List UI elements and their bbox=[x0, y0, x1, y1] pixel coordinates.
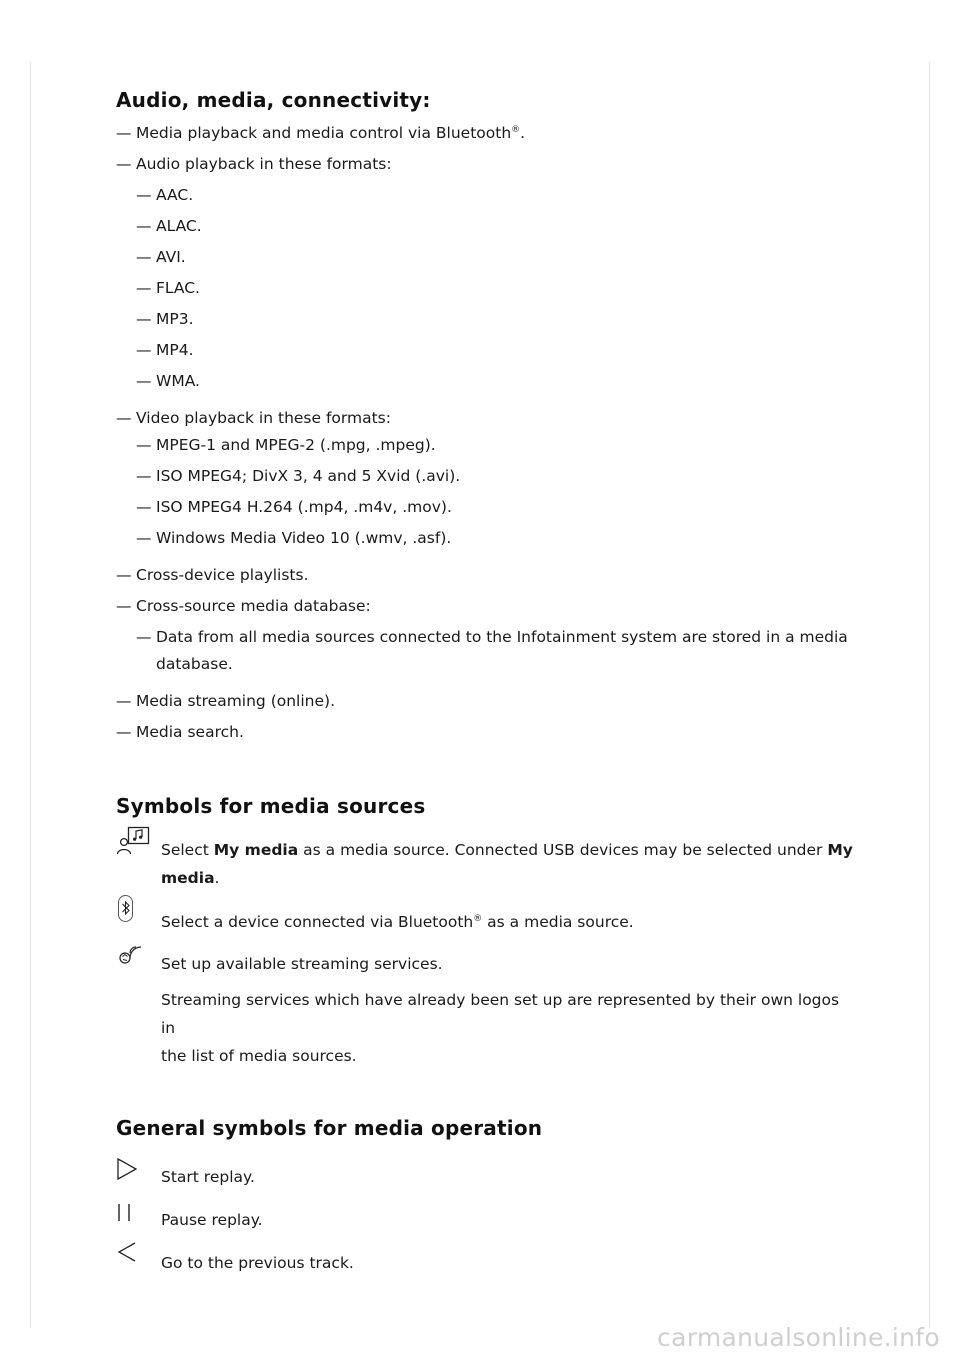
list-item-streaming bbox=[116, 688, 856, 715]
dash: — bbox=[116, 124, 132, 142]
my-media-term: My media bbox=[213, 841, 299, 859]
list-item-playlists bbox=[116, 562, 856, 589]
source-my-media bbox=[116, 836, 856, 892]
registered-mark: ® bbox=[511, 125, 521, 135]
sublist-item-wma bbox=[116, 368, 856, 395]
item-text: Media playback and media control via Bluetooth bbox=[136, 124, 512, 142]
my-media-term-2a: My bbox=[827, 841, 853, 859]
item-text: Start replay. bbox=[161, 1168, 255, 1186]
page-border-right bbox=[929, 62, 930, 1328]
source-streaming bbox=[116, 950, 856, 978]
dash: — bbox=[136, 467, 152, 485]
dash: — bbox=[136, 498, 152, 516]
item-text: Select a device connected via Bluetooth bbox=[161, 913, 474, 931]
item-text-cont: database. bbox=[156, 655, 233, 673]
operation-play bbox=[116, 1163, 856, 1191]
sublist-item-aac bbox=[116, 182, 856, 209]
sublist-item-mp3 bbox=[116, 306, 856, 333]
dash: — bbox=[136, 436, 152, 454]
item-text-mid: as a media source. Connected USB devices may be selected under bbox=[298, 841, 828, 859]
note-text-cont: the list of media sources. bbox=[161, 1047, 357, 1065]
operation-pause bbox=[116, 1206, 856, 1234]
item-text: MP4. bbox=[156, 341, 194, 359]
bluetooth-icon bbox=[116, 894, 136, 933]
item-text: MP3. bbox=[156, 310, 194, 328]
dash: — bbox=[136, 310, 152, 328]
pause-icon bbox=[116, 1200, 136, 1235]
previous-icon bbox=[116, 1240, 140, 1275]
item-text: Video playback in these formats: bbox=[136, 409, 391, 427]
page-content bbox=[116, 88, 856, 1277]
item-text: Windows Media Video 10 (.wmv, .asf). bbox=[156, 529, 452, 547]
item-text: AVI. bbox=[156, 248, 186, 266]
item-text: MPEG-1 and MPEG-2 (.mpg, .mpeg). bbox=[156, 436, 436, 454]
dash: — bbox=[136, 628, 152, 646]
list-item-bluetooth-playback bbox=[116, 120, 856, 147]
streaming-icon bbox=[116, 942, 146, 977]
item-text: ALAC. bbox=[156, 217, 202, 235]
dash: — bbox=[136, 217, 152, 235]
item-text-end: . bbox=[214, 869, 220, 887]
item-text: Data from all media sources connected to the Infotainment system are stored in a media bbox=[156, 628, 848, 646]
list-item-database bbox=[116, 593, 856, 620]
sublist-item-avi bbox=[116, 244, 856, 271]
dash: — bbox=[116, 723, 132, 741]
source-streaming-note bbox=[116, 986, 856, 1070]
dash: — bbox=[136, 372, 152, 390]
item-text-end: as a media source. bbox=[482, 913, 634, 931]
note-text: Streaming services which have already been set up are represented by their own logos in bbox=[161, 991, 840, 1037]
list-item-video-formats bbox=[116, 405, 856, 432]
item-text: Audio playback in these formats: bbox=[136, 155, 392, 173]
item-text: Set up available streaming services. bbox=[161, 955, 443, 973]
item-text: ISO MPEG4 H.264 (.mp4, .m4v, .mov). bbox=[156, 498, 452, 516]
play-icon bbox=[116, 1157, 140, 1192]
item-text: Cross-source media database: bbox=[136, 597, 371, 615]
dash: — bbox=[116, 566, 132, 584]
dash: — bbox=[116, 597, 132, 615]
page-border-left bbox=[30, 62, 31, 1328]
section-title-operation: General symbols for media operation bbox=[116, 1116, 543, 1140]
dash: — bbox=[136, 529, 152, 547]
dash: — bbox=[116, 155, 132, 173]
dash: — bbox=[136, 341, 152, 359]
section-title-sources: Symbols for media sources bbox=[116, 794, 426, 818]
dash: — bbox=[136, 279, 152, 297]
sublist-item-flac bbox=[116, 275, 856, 302]
list-item-audio-formats bbox=[116, 151, 856, 178]
item-text: ISO MPEG4; DivX 3, 4 and 5 Xvid (.avi). bbox=[156, 467, 461, 485]
sublist-item-mp4 bbox=[116, 337, 856, 364]
source-bluetooth bbox=[116, 908, 856, 936]
dash: — bbox=[116, 409, 132, 427]
my-media-term-2b: media bbox=[161, 869, 215, 887]
item-text: WMA. bbox=[156, 372, 200, 390]
list-item-search bbox=[116, 719, 856, 746]
item-text: Media streaming (online). bbox=[136, 692, 335, 710]
item-text: Select bbox=[161, 841, 214, 859]
watermark: carmanualsonline.info bbox=[657, 1323, 940, 1352]
item-text: Media search. bbox=[136, 723, 244, 741]
item-text: Pause replay. bbox=[161, 1211, 263, 1229]
item-text: Go to the previous track. bbox=[161, 1254, 354, 1272]
item-text: AAC. bbox=[156, 186, 194, 204]
section-title-audio: Audio, media, connectivity: bbox=[116, 88, 431, 112]
dash: — bbox=[136, 186, 152, 204]
sublist-item-database-detail bbox=[116, 624, 856, 678]
sublist-item-divx bbox=[116, 463, 856, 490]
operation-previous bbox=[116, 1249, 856, 1277]
sublist-item-alac bbox=[116, 213, 856, 240]
sublist-item-wmv bbox=[116, 525, 856, 552]
sublist-item-mpeg bbox=[116, 432, 856, 459]
sublist-item-h264 bbox=[116, 494, 856, 521]
registered-mark: ® bbox=[473, 914, 483, 924]
item-text-end: . bbox=[520, 124, 526, 142]
my-media-icon bbox=[116, 826, 152, 867]
item-text: Cross-device playlists. bbox=[136, 566, 309, 584]
dash: — bbox=[136, 248, 152, 266]
dash: — bbox=[116, 692, 132, 710]
item-text: FLAC. bbox=[156, 279, 200, 297]
